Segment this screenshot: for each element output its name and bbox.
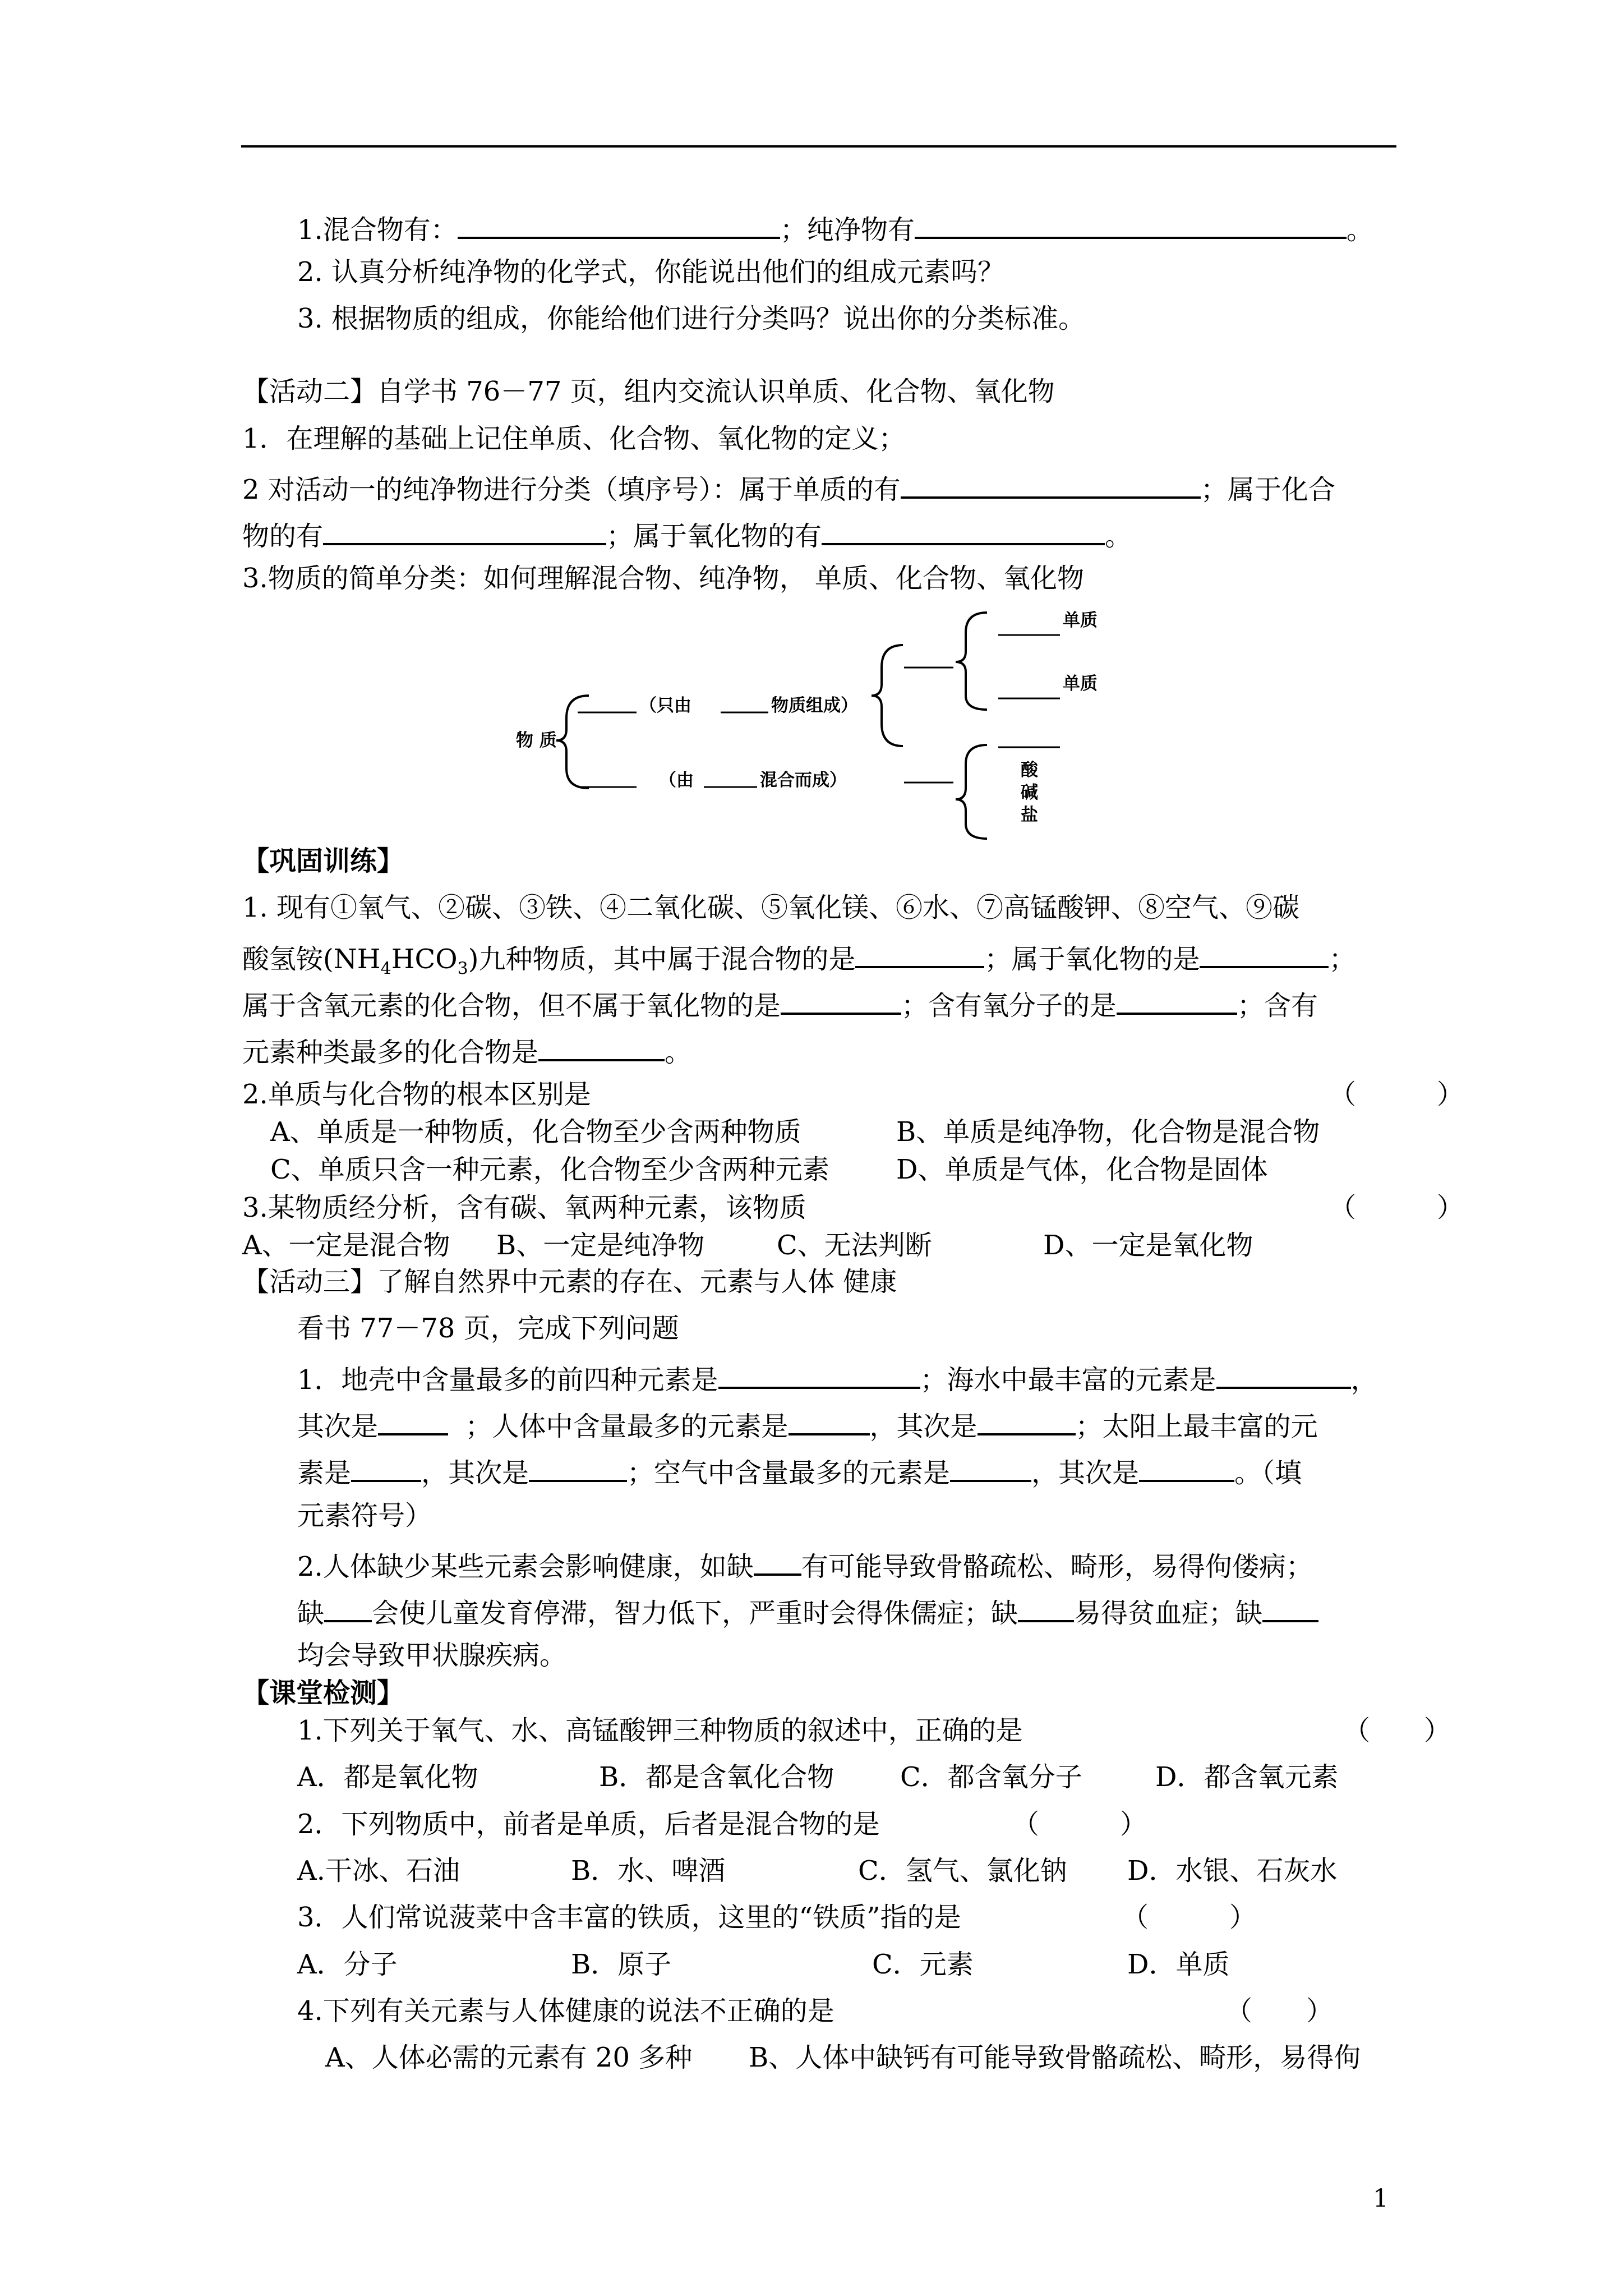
check-q1-answer-paren: （ ） — [1343, 1715, 1451, 1746]
diagram-lower-a: （由 — [659, 770, 694, 790]
diagram-acid: 酸 — [1021, 760, 1038, 780]
practice-title: 【巩固训练】 — [242, 845, 404, 877]
diagram-lines — [505, 600, 1211, 841]
practice-q3-answer-paren: （ ） — [1329, 1192, 1464, 1223]
page-number: 1 — [1373, 2184, 1389, 2213]
diagram-elemental-2: 单质 — [1063, 674, 1098, 694]
diagram-elemental-1: 单质 — [1063, 610, 1098, 631]
activity-2-title: 【活动二】自学书 76－77 页，组内交流认识单质、化合物、氧化物 — [242, 376, 1055, 407]
activity-2-item-1: 1．在理解的基础上记住单质、化合物、氧化物的定义； — [242, 423, 906, 454]
practice-q2-option-a: A、单质是一种物质，化合物至少含两种物质 — [270, 1116, 801, 1148]
check-q4-answer-paren: （ ） — [1225, 1995, 1334, 2027]
check-q2-answer-paren: （ ） — [1012, 1809, 1147, 1840]
check-q2: 2．下列物质中，前者是单质，后者是混合物的是 — [297, 1809, 880, 1840]
activity-2-item-2-cont: 物的有 ；属于氧化物的有 。 — [242, 515, 1132, 553]
activity-2-item-3: 3.物质的简单分类：如何理解混合物、纯净物， 单质、化合物、氧化物 — [242, 563, 1085, 594]
activity-2-item-2: 2 对活动一的纯净物进行分类（填序号）：属于单质的有 ；属于化合 — [242, 468, 1335, 507]
activity-3-subtitle: 看书 77－78 页，完成下列问题 — [297, 1313, 679, 1344]
upper-right-brace — [956, 613, 987, 710]
intro-question-2: 2. 认真分析纯净物的化学式，你能说出他们的组成元素吗？ — [297, 256, 1005, 288]
activity-3-q2-line3: 均会导致甲状腺疾病。 — [297, 1640, 567, 1671]
check-q3-option-d: D．单质 — [1127, 1949, 1230, 1980]
check-q2-option-d: D．水银、石灰水 — [1127, 1855, 1338, 1887]
check-q1-option-d: D．都含氧元素 — [1155, 1761, 1339, 1793]
practice-q3-option-c: C、无法判断 — [777, 1230, 932, 1261]
practice-q3: 3.某物质经分析，含有碳、氧两种元素，该物质 — [242, 1192, 806, 1223]
diagram-base: 碱 — [1021, 783, 1038, 803]
check-q4-option-b: B、人体中缺钙有可能导致骨骼疏松、畸形，易得佝 — [749, 2042, 1361, 2073]
check-q2-option-b: B．水、啤酒 — [571, 1855, 726, 1887]
activity-3-q1-line4: 元素符号） — [297, 1500, 432, 1531]
check-q3-option-a: A．分子 — [297, 1949, 398, 1980]
diagram-root-label: 物 质 — [516, 730, 557, 751]
header-rule — [241, 145, 1396, 148]
check-q4: 4.下列有关元素与人体健康的说法不正确的是 — [297, 1995, 834, 2027]
practice-q2-option-d: D、单质是气体，化合物是固体 — [896, 1154, 1268, 1185]
practice-q2: 2.单质与化合物的根本区别是 — [242, 1079, 591, 1110]
practice-q2-answer-paren: （ ） — [1329, 1079, 1464, 1110]
activity-3-q1-line2: 其次是 ；人体中含量最多的元素是 ，其次是 ；太阳上最丰富的元 — [297, 1405, 1318, 1443]
practice-q2-option-b: B、单质是纯净物，化合物是混合物 — [896, 1116, 1320, 1148]
classification-diagram — [505, 600, 1211, 841]
practice-q3-option-b: B、一定是纯净物 — [496, 1230, 705, 1261]
check-q4-option-a: A、人体必需的元素有 20 多种 — [325, 2042, 693, 2073]
check-q2-option-c: C．氢气、氯化钠 — [858, 1855, 1067, 1887]
check-q1: 1.下列关于氧气、水、高锰酸钾三种物质的叙述中，正确的是 — [297, 1715, 1023, 1746]
activity-3-title: 【活动三】了解自然界中元素的存在、元素与人体 健康 — [242, 1266, 897, 1297]
check-title: 【课堂检测】 — [242, 1677, 404, 1709]
practice-q3-option-a: A、一定是混合物 — [242, 1230, 450, 1261]
activity-3-q1-line3: 素是 ，其次是 ；空气中含量最多的元素是 ，其次是 。（填 — [297, 1452, 1302, 1490]
diagram-upper-a: （只由 — [639, 696, 691, 716]
practice-q1-line4: 元素种类最多的化合物是 。 — [242, 1031, 691, 1069]
check-q3-option-c: C．元素 — [872, 1949, 974, 1980]
middle-brace — [872, 645, 903, 746]
practice-q1-line3: 属于含氧元素的化合物，但不属于氧化物的是 ；含有氧分子的是 ；含有 — [242, 984, 1318, 1023]
intro-question-3: 3. 根据物质的组成，你能给他们进行分类吗？说出你的分类标准。 — [297, 303, 1086, 334]
practice-q1-line2: 酸氢铵$(NH_4HCO_3)$九种物质，其中属于混合物的是 ；属于氧化物的是 ； — [242, 938, 1355, 986]
check-q1-option-b: B．都是含氧化合物 — [599, 1761, 834, 1793]
check-q1-option-c: C．都含氧分子 — [900, 1761, 1082, 1793]
check-q1-option-a: A．都是氧化物 — [297, 1761, 478, 1793]
practice-q3-option-d: D、一定是氧化物 — [1043, 1230, 1253, 1261]
check-q3-option-b: B．原子 — [571, 1949, 672, 1980]
check-q3: 3．人们常说菠菜中含丰富的铁质，这里的“铁质”指的是 — [297, 1902, 961, 1933]
diagram-upper-b: 物质组成） — [771, 696, 858, 716]
diagram-salt: 盐 — [1021, 805, 1038, 825]
check-q2-option-a: A.干冰、石油 — [297, 1855, 460, 1887]
root-brace — [556, 696, 589, 788]
practice-q1-line1: 1. 现有①氧气、②碳、③铁、④二氧化碳、⑤氧化镁、⑥水、⑦高锰酸钾、⑧空气、⑨碳 — [242, 892, 1300, 923]
check-q3-answer-paren: （ ） — [1122, 1902, 1257, 1933]
activity-3-q1-line1: 1．地壳中含量最多的前四种元素是 ；海水中最丰富的元素是 ， — [297, 1359, 1378, 1397]
diagram-lower-b: 混合而成） — [760, 770, 847, 790]
lower-right-brace — [956, 745, 987, 839]
activity-3-q2-line2: 缺 会使儿童发育停滞，智力低下，严重时会得侏儒症；缺 易得贫血症；缺 — [297, 1592, 1318, 1630]
activity-3-q2-line1: 2.人体缺少某些元素会影响健康，如缺 有可能导致骨骼疏松、畸形，易得佝偻病； — [297, 1545, 1313, 1584]
intro-question-1: 1.混合物有： ；纯净物有 。 — [297, 209, 1373, 247]
practice-q2-option-c: C、单质只含一种元素，化合物至少含两种元素 — [270, 1154, 829, 1185]
